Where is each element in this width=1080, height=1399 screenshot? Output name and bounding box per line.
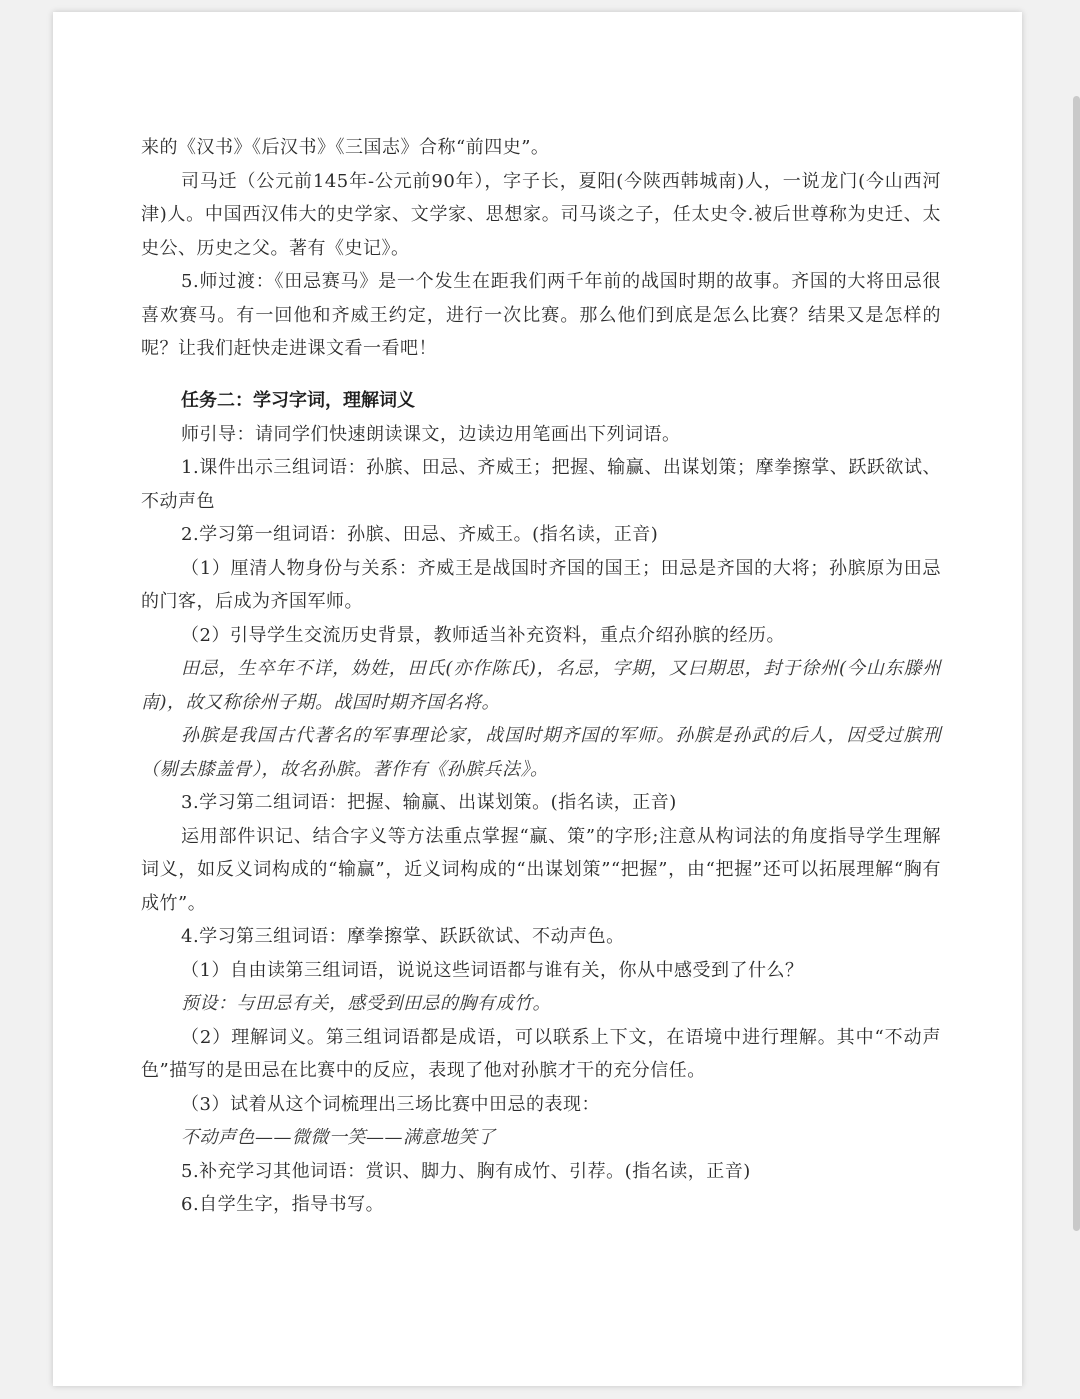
document-page <box>53 12 1022 1386</box>
paragraph-item-3: 3.学习第二组词语：把握、输赢、出谋划策。(指名读，正音) <box>181 792 677 813</box>
paragraph-item-2-1: （1）厘清人物身份与关系：齐威王是战国时齐国的国王；田忌是齐国的大将；孙膑原为田忌的门客，后成为齐国军师。 <box>141 557 941 612</box>
paragraph-item-3-detail: 运用部件识记、结合字义等方法重点掌握“赢、策”的字形;注意从构词法的角度指导学生理解词义，如反义词构成的“输赢”，近义词构成的“出谋划策”“把握”，由“把握”还可以拓展理解“胸有成竹”。 <box>141 825 941 914</box>
paragraph-item-4-3: （3）试着从这个词梳理出三场比赛中田忌的表现： <box>181 1093 600 1115</box>
paragraph-sun-bin-bio: 孙膑是我国古代著名的军事理论家，战国时期齐国的军师。孙膑是孙武的后人，因受过膑刑（剔去膝盖骨），故名孙膑。著作有《孙膑兵法》。 <box>141 725 941 780</box>
paragraph-four-histories: 来的《汉书》《后汉书》《三国志》合称“前四史”。 <box>141 137 550 158</box>
paragraph-item-2-2: （2）引导学生交流历史背景，教师适当补充资料，重点介绍孙膑的经历。 <box>181 624 785 646</box>
page-content <box>141 131 941 1222</box>
section-heading-task-two: 任务二：学习字词，理解词义 <box>181 389 415 411</box>
paragraph-tian-ji-bio: 田忌，生卒年不详，妫姓，田氏(亦作陈氏)，名忌，字期，又曰期思，封于徐州(今山东滕州南)，故又称徐州子期。战国时期齐国名将。 <box>141 658 941 713</box>
paragraph-sima-qian: 司马迁（公元前145年-公元前90年），字子长，夏阳(今陕西韩城南)人，一说龙门(今山西河津)人。中国西汉伟大的史学家、文学家、思想家。司马谈之子，任太史令.被后世尊称为史迁、太史公、历史之父。著有《史记》。 <box>141 170 941 259</box>
paragraph-item-6: 6.自学生字，指导书写。 <box>181 1194 385 1215</box>
paragraph-item-5: 5.补充学习其他词语：赏识、脚力、胸有成竹、引荐。(指名读，正音) <box>181 1160 751 1182</box>
paragraph-item-4: 4.学习第三组词语：摩拳擦掌、跃跃欲试、不动声色。 <box>181 926 625 947</box>
paragraph-teacher-transition: 5.师过渡：《田忌赛马》是一个发生在距我们两千年前的战国时期的故事。齐国的大将田忌很喜欢赛马。有一回他和齐威王约定，进行一次比赛。那么他们到底是怎么比赛？结果又是怎样的呢？让我们赶快走进课文看一看吧！ <box>141 271 941 359</box>
paragraph-item-4-2: （2）理解词义。第三组词语都是成语，可以联系上下文，在语境中进行理解。其中“不动声色”描写的是田忌在比赛中的反应，表现了他对孙膑才干的充分信任。 <box>141 1026 941 1081</box>
paragraph-item-1: 1.课件出示三组词语：孙膑、田忌、齐威王；把握、输赢、出谋划策；摩拳擦掌、跃跃欲试、不动声色 <box>141 457 941 512</box>
paragraph-preset: 预设：与田忌有关，感受到田忌的胸有成竹。 <box>181 993 551 1014</box>
vertical-scrollbar[interactable] <box>1073 96 1080 1231</box>
paragraph-item-4-1: （1）自由读第三组词语，说说这些词语都与谁有关，你从中感受到了什么？ <box>181 959 804 981</box>
paragraph-teacher-guide: 师引导：请同学们快速朗读课文，边读边用笔画出下列词语。 <box>181 423 681 445</box>
paragraph-item-2: 2.学习第一组词语：孙膑、田忌、齐威王。(指名读，正音) <box>181 524 659 545</box>
paragraph-expression-sequence: 不动声色——微微一笑——满意地笑了 <box>181 1127 496 1148</box>
